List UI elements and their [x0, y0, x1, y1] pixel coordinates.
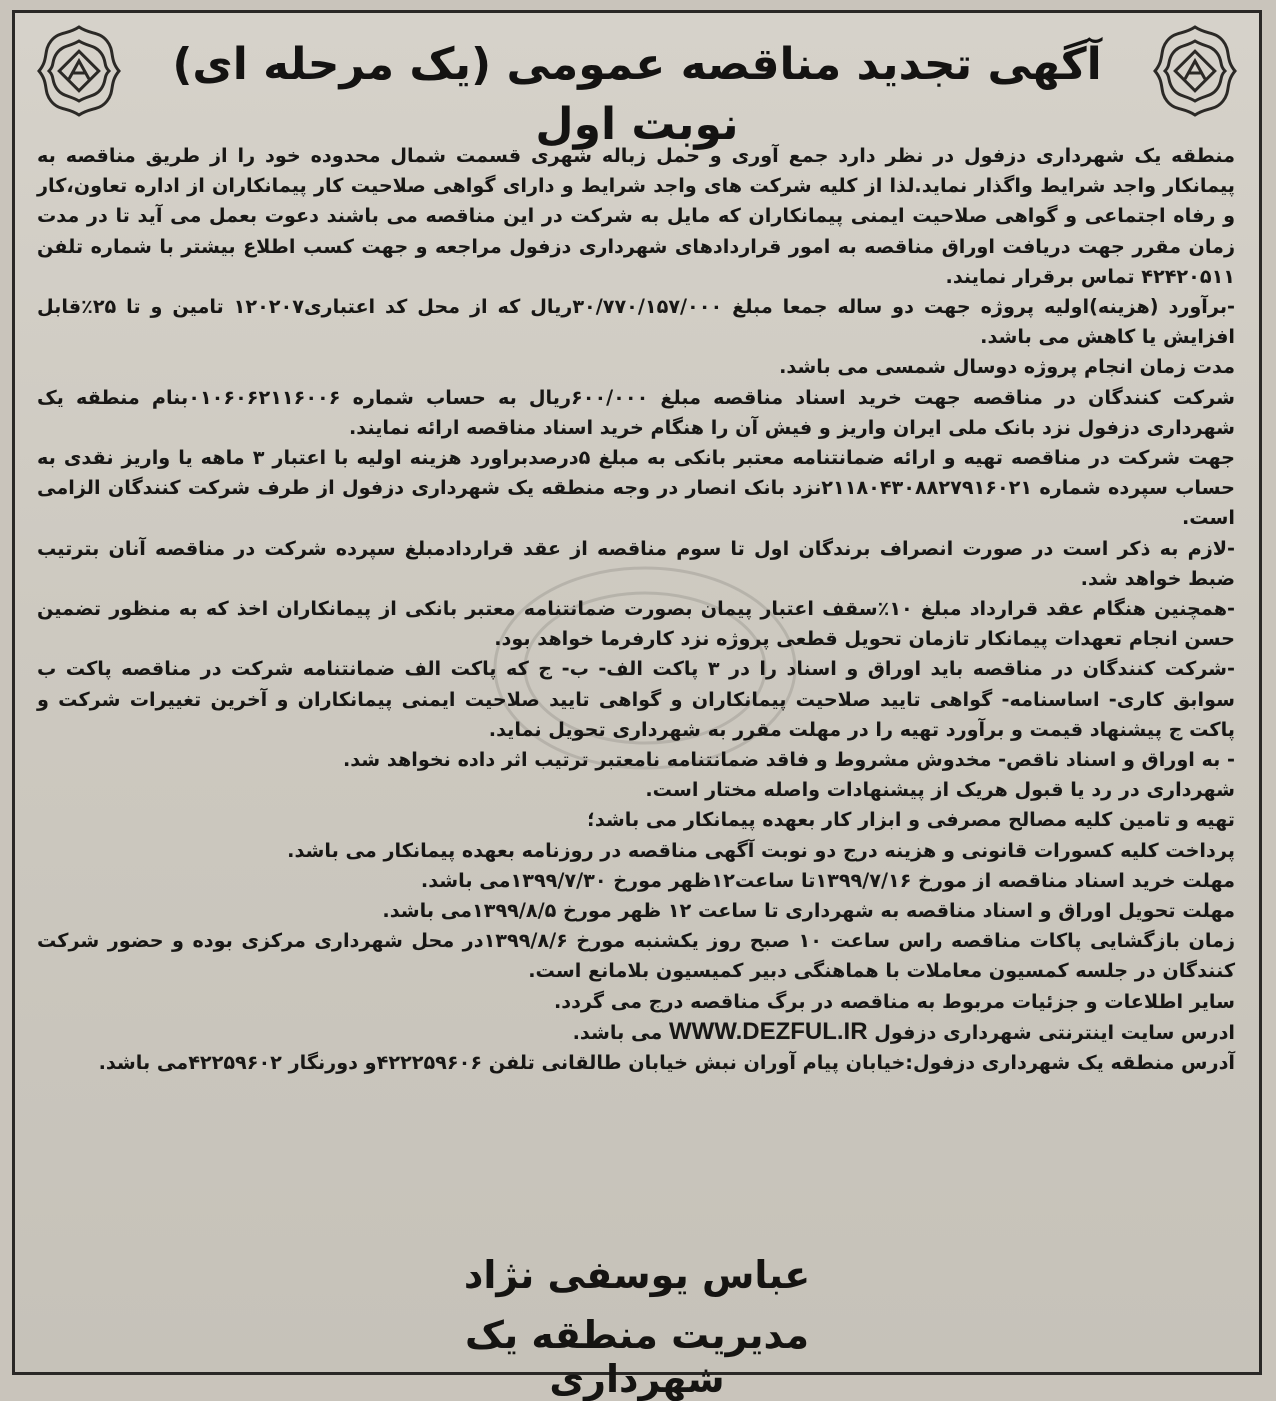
paragraph-delivery-deadline: مهلت تحویل اوراق و اسناد مناقصه به شهرداری تا ساعت ۱۲ ظهر مورخ ۱۳۹۹/۸/۵می باشد.	[382, 899, 1235, 923]
website-link[interactable]: WWW.DEZFUL.IR	[668, 1017, 868, 1045]
paragraph-website	[37, 1017, 1235, 1048]
paragraph-address: آدرس منطقه یک شهرداری دزفول:خیابان پیام آوران نبش خیابان طالقانی تلفن ۴۲۲۲۵۹۶۰۶و دورنگار ۴۲۲۵۹۶۰۲می باشد.	[98, 1051, 1235, 1075]
paragraph-document-fee: شرکت کنندگان در مناقصه جهت خرید اسناد مناقصه مبلغ ۶۰۰/۰۰۰ریال به حساب شماره ۰۱۰۶۰۶۲۱۱۶۰۰۶بنام منطقه یک شهرداری دزفول نزد بانک ملی ایران واریز و فیش آن را هنگام خرید اسناد مناقصه ارائه نمایند.	[37, 385, 1235, 439]
municipality-emblem-icon	[29, 21, 129, 121]
website-prefix: ادرس سایت اینترنتی شهرداری دزفول	[874, 1020, 1235, 1044]
paragraph-other-info: سایر اطلاعات و جزئیات مربوط به مناقصه در برگ مناقصه درج می گردد.	[553, 989, 1235, 1013]
paragraph-deductions: پرداخت کلیه کسورات قانونی و هزینه درج دو نوبت آگهی مناقصه در روزنامه بعهده پیمانکار می باشد.	[287, 838, 1235, 862]
paragraph-envelopes: -شرکت کنندگان در مناقصه باید اوراق و اسناد را در ۳ پاکت الف- ب- ج که پاکت الف ضمانتنامه شرکت در مناقصه پاکت ب سوابق کاری- اساسنامه- گواهی تایید صلاحیت پیمانکاران و گواهی تایید صلاحیت ایمنی پیمانکاران و آخرین تغییرات شرکت و پاکت ج پیشنهاد قیمت و برآورد تهیه را در مهلت مقرر به شهرداری تحویل نماید.	[37, 657, 1236, 741]
paragraph-intro: منطقه یک شهرداری دزفول در نظر دارد جمع آوری و حمل زباله شهری قسمت شمال محدوده خود را از طریق مناقصه به پیمانکار واجد شرایط واگذار نماید.لذا از کلیه شرکت های واجد شرایط و دارای گواهی صلاحیت کار پیمانکاران از اداره تعاون،کار و رفاه اجتماعی و گواهی صلاحیت ایمنی پیمانکاران که مایل به شرکت در این مناقصه می باشند دعوت بعمل می آید تا در مدت زمان مقرر جهت دریافت اوراق مناقصه به امور قراردادهای شهرداری دزفول مراجعه و جهت کسب اطلاع بیشتر با شماره تلفن ۴۲۴۲۰۵۱۱ تماس برقرار نمایند.	[37, 144, 1235, 288]
paragraph-purchase-deadline: مهلت خرید اسناد مناقصه از مورخ ۱۳۹۹/۷/۱۶تا ساعت۱۲ظهر مورخ ۱۳۹۹/۷/۳۰می باشد.	[420, 868, 1235, 892]
paragraph-duration: مدت زمان انجام پروژه دوسال شمسی می باشد.	[779, 355, 1235, 379]
municipality-emblem-icon	[1145, 21, 1245, 121]
website-suffix: می باشد.	[572, 1020, 663, 1044]
notice-body	[37, 141, 1235, 1078]
paragraph-estimate: -برآورد (هزینه)اولیه پروژه جهت دو ساله جمعا مبلغ ۳۰/۷۷۰/۱۵۷/۰۰۰ریال که از محل کد اعتباری۱۲۰۲۰۷ تامین و تا ۲۵٪قابل افزایش یا کاهش می باشد.	[37, 295, 1235, 349]
paragraph-opening-time: زمان بازگشایی پاکات مناقصه راس ساعت ۱۰ صبح روز یکشنبه مورخ ۱۳۹۹/۸/۶در محل شهرداری مرکزی بوده و حضور شرکت کنندگان در جلسه کمسیون معاملات با هماهنگی دبیر کمیسیون بلامانع است.	[37, 929, 1236, 983]
signatory-name: عباس یوسفی نژاد	[463, 1253, 811, 1297]
notice-title: آگهی تجدید مناقصه عمومی (یک مرحله ای) نوبت اول	[172, 39, 1102, 150]
signatory-role: مدیریت منطقه یک شهرداری	[465, 1313, 809, 1401]
paragraph-materials: تهیه و تامین کلیه مصالح مصرفی و ابزار کار بعهده پیمانکار می باشد؛	[587, 808, 1235, 832]
notice-frame	[12, 10, 1262, 1401]
paragraph-guarantee: جهت شرکت در مناقصه تهیه و ارائه ضمانتنامه معتبر بانکی به مبلغ ۵درصدبراورد هزینه اولیه با اعتبار ۳ ماهه یا واریز نقدی به حساب سپرده شماره ۲۱۱۸۰۴۳۰۸۸۲۷۹۱۶۰۲۱نزد بانک انصار در وجه منطقه یک شهرداری دزفول از طرف شرکت کنندگان الزامی است.	[37, 446, 1235, 530]
paragraph-withdrawal: -لازم به ذکر است در صورت انصراف برندگان اول تا سوم مناقصه از عقد قراردادمبلغ سپرده شرکت در مناقصه آنان بترتیب ضبط خواهد شد.	[37, 536, 1235, 590]
paragraph-incomplete-docs: - به اوراق و اسناد ناقص- مخدوش مشروط و فاقد ضمانتنامه نامعتبر ترتیب اثر داده نخواهد شد.	[342, 748, 1235, 772]
paragraph-rejection-right: شهرداری در رد یا قبول هریک از پیشنهادات واصله مختار است.	[645, 778, 1235, 802]
paragraph-performance-bond: -همچنین هنگام عقد قرارداد مبلغ ۱۰٪سقف اعتبار پیمان بصورت ضمانتنامه معتبر بانکی از پیمانکاران اخذ که به منظور تضمین حسن انجام تعهدات پیمانکار تازمان تحویل قطعی پروژه نزد کارفرما خواهد بود.	[37, 597, 1235, 651]
